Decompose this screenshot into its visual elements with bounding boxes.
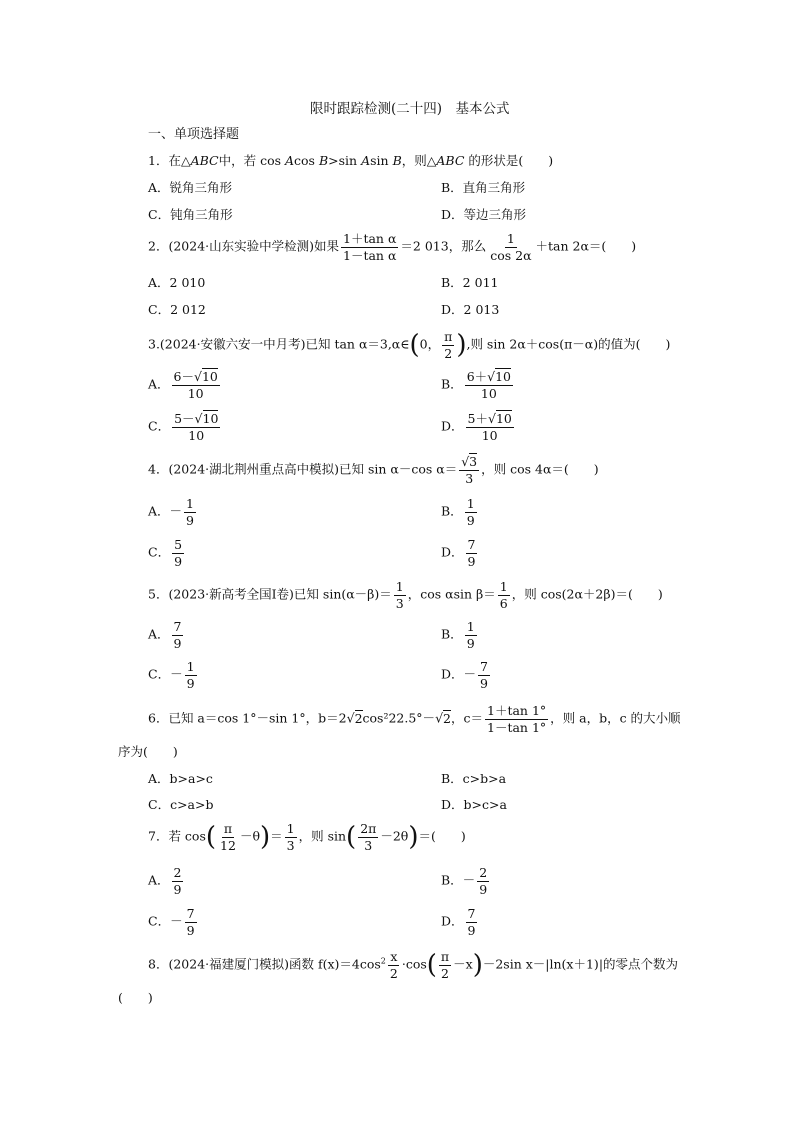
q7-option-b: B．－ $\frac{2}{9}$	[441, 865, 488, 897]
page-title: 限时跟踪检测(二十四) 基本公式	[310, 101, 510, 117]
q6-option-b: B．c>b>a	[441, 771, 507, 786]
q3-option-a: A． $\frac{6-√10}{10}$	[148, 369, 218, 401]
q6-option-c: C．c>a>b	[148, 797, 214, 812]
question-6-stem-line2: 序为( )	[118, 744, 178, 759]
q2-fraction-2: $\frac{1}{\cos 2\alpha}$	[490, 231, 532, 263]
q4-option-c: C． $\frac{5}{9}$	[148, 537, 183, 569]
q4-option-a: A．－ $\frac{1}{9}$	[148, 496, 194, 528]
q2-option-a: A．2 010	[148, 275, 206, 290]
q1-option-c: C．钝角三角形	[148, 207, 233, 222]
q4-option-d: D． $\frac{7}{9}$	[441, 537, 476, 569]
question-3-stem: 3.(2024·安徽六安一中月考)已知 tan α＝3,α∈(0， $\frac{\pi}{2}$ ),则 sin 2α＋cos(π－α)的值为( )	[148, 329, 671, 361]
q5-option-b: B． $\frac{1}{9}$	[441, 619, 475, 651]
q2-option-d: D．2 013	[441, 302, 500, 317]
section-heading: 一、单项选择题	[148, 127, 240, 142]
q2-option-c: C．2 012	[148, 302, 206, 317]
question-7-stem: 7．若 cos( $\frac{\pi}{12}$ －θ)＝ $\frac{1}{3}$ ，则 sin( $\frac{2\pi}{3}$ －2θ)＝( )	[148, 821, 466, 853]
q1-option-b: B．直角三角形	[441, 180, 526, 195]
q2-fraction-1: $\frac{\text{1＋tan α}}{\text{1－tan α}}$	[343, 231, 397, 263]
q5-option-c: C．－ $\frac{1}{9}$	[148, 659, 195, 691]
question-5-stem: 5．(2023·新高考全国Ⅰ卷)已知 sin(α－β)＝ $\frac{1}{3}$ ，cos αsin β＝ $\frac{1}{6}$ ，则 cos(2α＋2β)＝( )	[148, 579, 663, 611]
q6-option-a: A．b>a>c	[148, 771, 213, 786]
q7-option-c: C．－ $\frac{7}{9}$	[148, 906, 195, 938]
q1-option-d: D．等边三角形	[441, 207, 527, 222]
q7-option-a: A． $\frac{2}{9}$	[148, 865, 182, 897]
q4-option-b: B． $\frac{1}{9}$	[441, 496, 475, 528]
q3-option-c: C． $\frac{5-√10}{10}$	[148, 411, 219, 443]
question-1-stem: 1．在△ABC中，若 cos Acos B>sin Asin B，则△ABC 的形状是( )	[148, 153, 554, 168]
q5-option-d: D．－ $\frac{7}{9}$	[441, 659, 488, 691]
question-8-stem-line2: ( )	[118, 990, 153, 1005]
q3-option-b: B． $\frac{6+√10}{10}$	[441, 369, 512, 401]
question-4-stem: 4．(2024·湖北荆州重点高中模拟)已知 sin α－cos α＝ $\frac{√3}{3}$ ，则 cos 4α＝( )	[148, 454, 599, 486]
q3-option-d: D． $\frac{5+√10}{10}$	[441, 411, 512, 443]
q2-option-b: B．2 011	[441, 275, 499, 290]
q6-option-d: D．b>c>a	[441, 797, 507, 812]
question-8-stem: 8．(2024·福建厦门模拟)函数 $f(x)=4\cos^2$ $\frac{x}{2}$ ·cos( $\frac{\pi}{2}$ －x)－2sin x－|ln(x＋1)|的零点个数为	[148, 949, 679, 981]
question-6-stem: 6．已知 a＝cos 1°－sin 1°，b＝2√2cos²22.5°－√2，c＝ $\frac{1+\tan 1^\circ}{1-\tan 1^\circ}$ ，则 a，b，c 的大小顺	[148, 703, 681, 735]
question-2-stem: 2．(2024·山东实验中学检测)如果 $\frac{\text{1＋tan α}}{\text{1－tan α}}$ ＝2 013，那么 $\frac{1}{\cos 2\alpha}$ ＋tan 2α＝( )	[148, 231, 637, 263]
q7-option-d: D． $\frac{7}{9}$	[441, 906, 476, 938]
q1-option-a: A．锐角三角形	[148, 180, 233, 195]
q5-option-a: A． $\frac{7}{9}$	[148, 619, 182, 651]
